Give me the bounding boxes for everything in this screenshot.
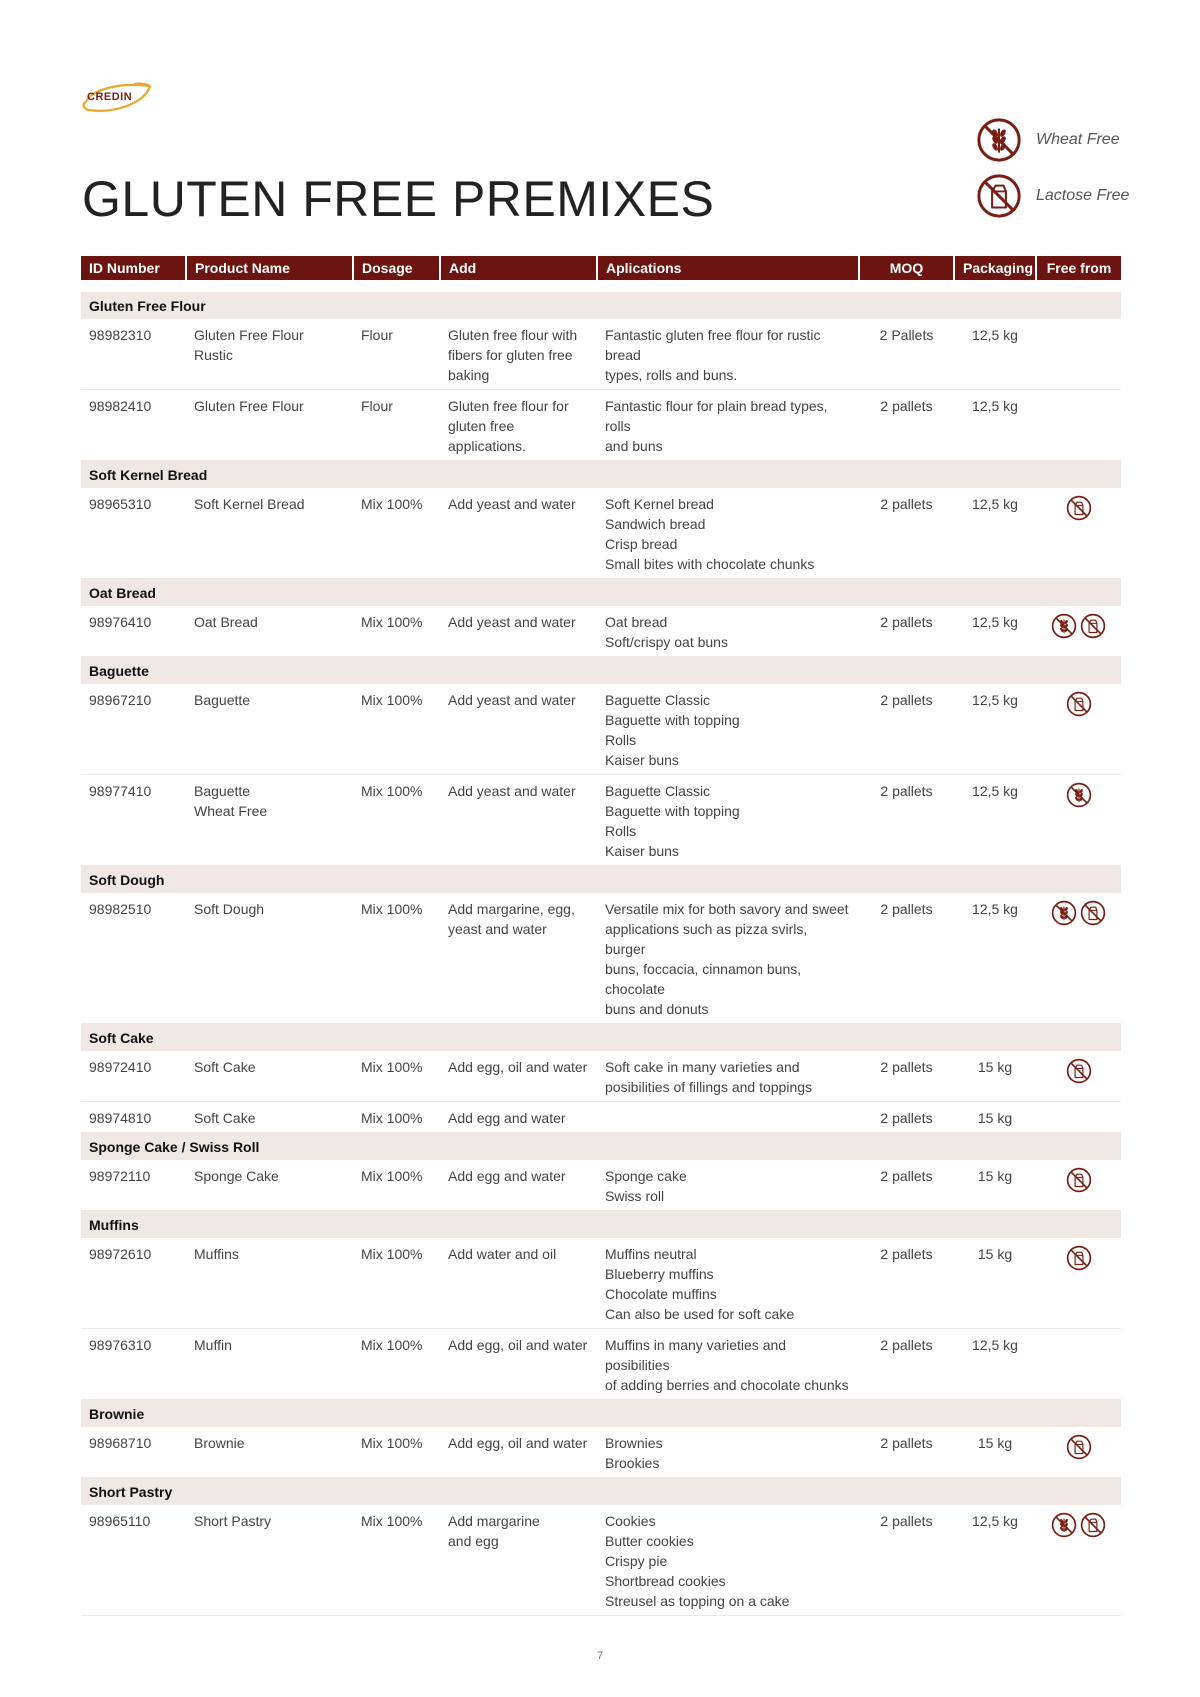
- packaging-cell: 15 kg: [954, 1051, 1036, 1102]
- packaging-cell: 12,5 kg: [954, 893, 1036, 1024]
- packaging-cell: 12,5 kg: [954, 606, 1036, 657]
- application-line: Baguette Classic: [605, 783, 711, 799]
- application-line: Oat bread: [605, 614, 668, 630]
- add-line: Add yeast and water: [448, 783, 576, 799]
- add-cell: [440, 1238, 597, 1329]
- applications-cell: [597, 893, 859, 1024]
- table-row: [81, 488, 1121, 579]
- table-row: [81, 1238, 1121, 1329]
- applications-cell: [597, 488, 859, 579]
- product-name-cell: [186, 1427, 353, 1478]
- free-from-icons: [1044, 1244, 1113, 1271]
- application-line: Can also be used for soft cake: [605, 1306, 795, 1322]
- packaging-cell: 12,5 kg: [954, 390, 1036, 461]
- moq-cell: 2 pallets: [859, 1051, 954, 1102]
- product-name-line: Sponge Cake: [194, 1168, 279, 1184]
- application-line: Versatile mix for both savory and sweet: [605, 901, 849, 917]
- application-line: Cookies: [605, 1513, 656, 1529]
- moq-cell: 2 pallets: [859, 684, 954, 775]
- application-line: Baguette with topping: [605, 803, 740, 819]
- table-row: [81, 1427, 1121, 1478]
- wheat-free-icon: [1066, 782, 1092, 808]
- application-line: of adding berries and chocolate chunks: [605, 1377, 849, 1393]
- dosage-cell: Mix 100%: [353, 1102, 440, 1133]
- table-row: [81, 775, 1121, 866]
- application-line: Baguette with topping: [605, 712, 740, 728]
- dosage-cell: Mix 100%: [353, 1505, 440, 1616]
- table-row: [81, 1051, 1121, 1102]
- moq-cell: 2 pallets: [859, 390, 954, 461]
- lactose-free-icon: [1066, 495, 1092, 521]
- product-name-cell: [186, 1160, 353, 1211]
- add-line: Add yeast and water: [448, 614, 576, 630]
- product-name-line: Brownie: [194, 1435, 245, 1451]
- moq-cell: 2 pallets: [859, 1329, 954, 1400]
- header-free-from: Free from: [1036, 256, 1121, 280]
- product-name-cell: [186, 488, 353, 579]
- application-line: Small bites with chocolate chunks: [605, 556, 815, 572]
- id-number-cell: 98965310: [81, 488, 186, 579]
- add-line: baking: [448, 367, 490, 383]
- free-from-icons: [1044, 1057, 1113, 1084]
- dosage-cell: Flour: [353, 390, 440, 461]
- packaging-cell: 12,5 kg: [954, 775, 1036, 866]
- packaging-cell: 15 kg: [954, 1427, 1036, 1478]
- category-title: Brownie: [81, 1400, 1121, 1428]
- lactose-free-icon: [1066, 1058, 1092, 1084]
- packaging-cell: 12,5 kg: [954, 684, 1036, 775]
- add-line: Add egg and water: [448, 1110, 566, 1126]
- table-row: [81, 1505, 1121, 1616]
- logo-text: CREDIN: [87, 91, 133, 103]
- table-row: [81, 684, 1121, 775]
- legend-wheat-free: [976, 117, 1120, 163]
- packaging-cell: 12,5 kg: [954, 488, 1036, 579]
- application-line: Crispy pie: [605, 1553, 668, 1569]
- add-cell: [440, 1160, 597, 1211]
- wheat-free-icon: [1051, 1512, 1077, 1538]
- product-name-line: Soft Kernel Bread: [194, 496, 305, 512]
- add-cell: [440, 1505, 597, 1616]
- add-line: Add margarine, egg,: [448, 901, 575, 917]
- add-cell: [440, 319, 597, 390]
- moq-cell: 2 pallets: [859, 1102, 954, 1133]
- category-title: Oat Bread: [81, 579, 1121, 607]
- table-row: [81, 893, 1121, 1024]
- product-name-cell: [186, 775, 353, 866]
- dosage-cell: Mix 100%: [353, 606, 440, 657]
- wheat-free-icon: [1051, 900, 1077, 926]
- lactose-free-icon: [1080, 900, 1106, 926]
- product-name-line: Muffin: [194, 1337, 232, 1353]
- packaging-cell: 12,5 kg: [954, 1505, 1036, 1616]
- dosage-cell: Mix 100%: [353, 1051, 440, 1102]
- dosage-cell: Mix 100%: [353, 775, 440, 866]
- add-line: Add yeast and water: [448, 496, 576, 512]
- free-from-cell: [1036, 1329, 1121, 1400]
- application-line: Baguette Classic: [605, 692, 711, 708]
- applications-cell: [597, 1102, 859, 1133]
- free-from-cell: [1036, 1505, 1121, 1616]
- free-from-cell: [1036, 390, 1121, 461]
- table-row: [81, 606, 1121, 657]
- packaging-cell: 12,5 kg: [954, 319, 1036, 390]
- free-from-icons: [1044, 494, 1113, 521]
- add-cell: [440, 1329, 597, 1400]
- id-number-cell: 98972110: [81, 1160, 186, 1211]
- product-name-line: Soft Dough: [194, 901, 265, 917]
- id-number-cell: 98967210: [81, 684, 186, 775]
- application-line: Muffins in many varieties and posibilities: [605, 1337, 787, 1373]
- product-name-line: Wheat Free: [194, 803, 268, 819]
- id-number-cell: 98965110: [81, 1505, 186, 1616]
- moq-cell: 2 pallets: [859, 1427, 954, 1478]
- header-add: Add: [440, 256, 597, 280]
- free-from-cell: [1036, 1102, 1121, 1133]
- add-cell: [440, 1051, 597, 1102]
- application-line: Rolls: [605, 823, 637, 839]
- id-number-cell: 98982310: [81, 319, 186, 390]
- applications-cell: [597, 1238, 859, 1329]
- add-line: Gluten free flour with: [448, 327, 578, 343]
- id-number-cell: 98982410: [81, 390, 186, 461]
- category-row: [81, 1400, 1121, 1428]
- lactose-free-icon: [1066, 1434, 1092, 1460]
- application-line: Kaiser buns: [605, 752, 679, 768]
- id-number-cell: 98976410: [81, 606, 186, 657]
- free-from-icons: [1044, 690, 1113, 717]
- category-row: [81, 1211, 1121, 1239]
- product-name-line: Short Pastry: [194, 1513, 272, 1529]
- application-line: Blueberry muffins: [605, 1266, 714, 1282]
- add-cell: [440, 1102, 597, 1133]
- add-line: gluten free applications.: [448, 418, 526, 454]
- category-title: Soft Cake: [81, 1024, 1121, 1052]
- id-number-cell: 98977410: [81, 775, 186, 866]
- product-name-cell: [186, 1505, 353, 1616]
- id-number-cell: 98976310: [81, 1329, 186, 1400]
- free-from-icons: [1044, 612, 1113, 639]
- product-name-line: Muffins: [194, 1246, 239, 1262]
- free-from-icons: [1044, 1335, 1113, 1336]
- lactose-free-icon: [1080, 613, 1106, 639]
- id-number-cell: 98974810: [81, 1102, 186, 1133]
- packaging-cell: 12,5 kg: [954, 1329, 1036, 1400]
- dosage-cell: Mix 100%: [353, 1427, 440, 1478]
- application-line: applications such as pizza svirls, burger: [605, 921, 808, 957]
- category-title: Muffins: [81, 1211, 1121, 1239]
- wheat-free-icon: [976, 117, 1022, 163]
- application-line: Swiss roll: [605, 1188, 665, 1204]
- credin-logo: [80, 80, 154, 116]
- applications-cell: [597, 319, 859, 390]
- moq-cell: 2 pallets: [859, 1238, 954, 1329]
- moq-cell: 2 pallets: [859, 488, 954, 579]
- add-cell: [440, 606, 597, 657]
- add-line: Add yeast and water: [448, 692, 576, 708]
- add-line: Add egg, oil and water: [448, 1435, 588, 1451]
- product-name-cell: [186, 319, 353, 390]
- lactose-free-icon: [1066, 1245, 1092, 1271]
- application-line: Soft/crispy oat buns: [605, 634, 728, 650]
- category-row: [81, 1133, 1121, 1161]
- moq-cell: 2 pallets: [859, 893, 954, 1024]
- id-number-cell: 98982510: [81, 893, 186, 1024]
- product-name-cell: [186, 893, 353, 1024]
- application-line: and buns: [605, 438, 663, 454]
- category-title: Baguette: [81, 657, 1121, 685]
- product-name-cell: [186, 1329, 353, 1400]
- moq-cell: 2 pallets: [859, 1160, 954, 1211]
- applications-cell: [597, 606, 859, 657]
- add-cell: [440, 390, 597, 461]
- product-name-line: Baguette: [194, 783, 251, 799]
- dosage-cell: Mix 100%: [353, 1160, 440, 1211]
- category-row: [81, 579, 1121, 607]
- legend-label: Wheat Free: [1036, 131, 1120, 148]
- dosage-cell: Flour: [353, 319, 440, 390]
- add-line: Add margarine: [448, 1513, 540, 1529]
- product-name-line: Baguette: [194, 692, 251, 708]
- page-title: GLUTEN FREE PREMIXES: [82, 171, 715, 227]
- category-row: [81, 1024, 1121, 1052]
- table-row: [81, 390, 1121, 461]
- category-row: [81, 461, 1121, 489]
- legend-lactose-free: [976, 173, 1129, 219]
- add-line: Add water and oil: [448, 1246, 557, 1262]
- free-from-cell: [1036, 684, 1121, 775]
- free-from-cell: [1036, 1238, 1121, 1329]
- application-line: Butter cookies: [605, 1533, 694, 1549]
- category-title: Soft Kernel Bread: [81, 461, 1121, 489]
- free-from-icons: [1044, 396, 1113, 397]
- application-line: Sponge cake: [605, 1168, 687, 1184]
- applications-cell: [597, 1051, 859, 1102]
- free-from-icons: [1044, 781, 1113, 808]
- application-line: Chocolate muffins: [605, 1286, 717, 1302]
- add-cell: [440, 893, 597, 1024]
- free-from-cell: [1036, 319, 1121, 390]
- header-dosage: Dosage: [353, 256, 440, 280]
- application-line: buns, foccacia, cinnamon buns, chocolate: [605, 961, 802, 997]
- wheat-free-icon: [1051, 613, 1077, 639]
- product-name-cell: [186, 1238, 353, 1329]
- application-line: Soft cake in many varieties and: [605, 1059, 800, 1075]
- free-from-icons: [1044, 1166, 1113, 1193]
- free-from-cell: [1036, 893, 1121, 1024]
- id-number-cell: 98972410: [81, 1051, 186, 1102]
- product-name-line: Soft Cake: [194, 1110, 256, 1126]
- header-id-number: ID Number: [81, 256, 186, 280]
- free-from-icons: [1044, 1511, 1113, 1538]
- free-from-cell: [1036, 1051, 1121, 1102]
- application-line: Crisp bread: [605, 536, 678, 552]
- applications-cell: [597, 775, 859, 866]
- category-row: [81, 657, 1121, 685]
- application-line: Fantastic gluten free flour for rustic bread: [605, 327, 821, 363]
- applications-cell: [597, 390, 859, 461]
- header-product-name: Product Name: [186, 256, 353, 280]
- application-line: Brownies: [605, 1435, 663, 1451]
- category-row: [81, 1478, 1121, 1506]
- moq-cell: 2 pallets: [859, 775, 954, 866]
- application-line: Shortbread cookies: [605, 1573, 726, 1589]
- category-title: Soft Dough: [81, 866, 1121, 894]
- application-line: posibilities of fillings and toppings: [605, 1079, 813, 1095]
- table-spacer: [81, 280, 1121, 292]
- table-header-row: [81, 256, 1121, 280]
- lactose-free-icon: [1066, 691, 1092, 717]
- lactose-free-icon: [976, 173, 1022, 219]
- product-name-cell: [186, 1051, 353, 1102]
- table-row: [81, 319, 1121, 390]
- free-from-cell: [1036, 606, 1121, 657]
- application-line: Streusel as topping on a cake: [605, 1593, 790, 1609]
- moq-cell: 2 Pallets: [859, 319, 954, 390]
- product-name-line: Gluten Free Flour Rustic: [194, 327, 304, 363]
- category-title: Gluten Free Flour: [81, 292, 1121, 319]
- table-row: [81, 1329, 1121, 1400]
- product-name-cell: [186, 1102, 353, 1133]
- add-cell: [440, 488, 597, 579]
- add-line: Add egg and water: [448, 1168, 566, 1184]
- add-cell: [440, 684, 597, 775]
- application-line: buns and donuts: [605, 1001, 709, 1017]
- add-cell: [440, 1427, 597, 1478]
- application-line: types, rolls and buns.: [605, 367, 738, 383]
- add-line: Add egg, oil and water: [448, 1059, 588, 1075]
- add-line: Gluten free flour for: [448, 398, 569, 414]
- product-table: [81, 256, 1121, 1616]
- free-from-cell: [1036, 775, 1121, 866]
- applications-cell: [597, 1505, 859, 1616]
- category-title: Sponge Cake / Swiss Roll: [81, 1133, 1121, 1161]
- page-number: 7: [596, 1650, 604, 1662]
- dosage-cell: Mix 100%: [353, 488, 440, 579]
- product-name-cell: [186, 684, 353, 775]
- table-row: [81, 1160, 1121, 1211]
- lactose-free-icon: [1080, 1512, 1106, 1538]
- header-moq: MOQ: [859, 256, 954, 280]
- lactose-free-icon: [1066, 1167, 1092, 1193]
- application-line: Fantastic flour for plain bread types, rolls: [605, 398, 828, 434]
- free-from-icons: [1044, 899, 1113, 926]
- product-name-line: Oat Bread: [194, 614, 258, 630]
- application-line: Soft Kernel bread: [605, 496, 714, 512]
- id-number-cell: 98968710: [81, 1427, 186, 1478]
- header-packaging: Packaging: [954, 256, 1036, 280]
- legend-label: Lactose Free: [1036, 187, 1130, 204]
- application-line: Muffins neutral: [605, 1246, 697, 1262]
- free-from-icons: [1044, 1433, 1113, 1460]
- add-line: fibers for gluten free: [448, 347, 573, 363]
- applications-cell: [597, 684, 859, 775]
- dosage-cell: Mix 100%: [353, 893, 440, 1024]
- applications-cell: [597, 1427, 859, 1478]
- product-name-cell: [186, 390, 353, 461]
- free-from-cell: [1036, 488, 1121, 579]
- applications-cell: [597, 1329, 859, 1400]
- application-line: Sandwich bread: [605, 516, 706, 532]
- free-from-cell: [1036, 1160, 1121, 1211]
- free-from-icons: [1044, 325, 1113, 326]
- dosage-cell: Mix 100%: [353, 1329, 440, 1400]
- applications-cell: [597, 1160, 859, 1211]
- product-name-cell: [186, 606, 353, 657]
- dosage-cell: Mix 100%: [353, 1238, 440, 1329]
- dosage-cell: Mix 100%: [353, 684, 440, 775]
- product-name-line: Gluten Free Flour: [194, 398, 304, 414]
- category-row: [81, 292, 1121, 319]
- moq-cell: 2 pallets: [859, 1505, 954, 1616]
- application-line: Brookies: [605, 1455, 660, 1471]
- free-from-cell: [1036, 1427, 1121, 1478]
- table-row: [81, 1102, 1121, 1133]
- packaging-cell: 15 kg: [954, 1160, 1036, 1211]
- id-number-cell: 98972610: [81, 1238, 186, 1329]
- add-cell: [440, 775, 597, 866]
- header-applications: Aplications: [597, 256, 859, 280]
- moq-cell: 2 pallets: [859, 606, 954, 657]
- application-line: Kaiser buns: [605, 843, 679, 859]
- product-name-line: Soft Cake: [194, 1059, 256, 1075]
- add-line: and egg: [448, 1533, 499, 1549]
- add-line: Add egg, oil and water: [448, 1337, 588, 1353]
- category-row: [81, 866, 1121, 894]
- table-body: [81, 280, 1121, 1616]
- application-line: Rolls: [605, 732, 637, 748]
- add-line: yeast and water: [448, 921, 547, 937]
- packaging-cell: 15 kg: [954, 1238, 1036, 1329]
- free-from-icons: [1044, 1108, 1113, 1109]
- category-title: Short Pastry: [81, 1478, 1121, 1506]
- packaging-cell: 15 kg: [954, 1102, 1036, 1133]
